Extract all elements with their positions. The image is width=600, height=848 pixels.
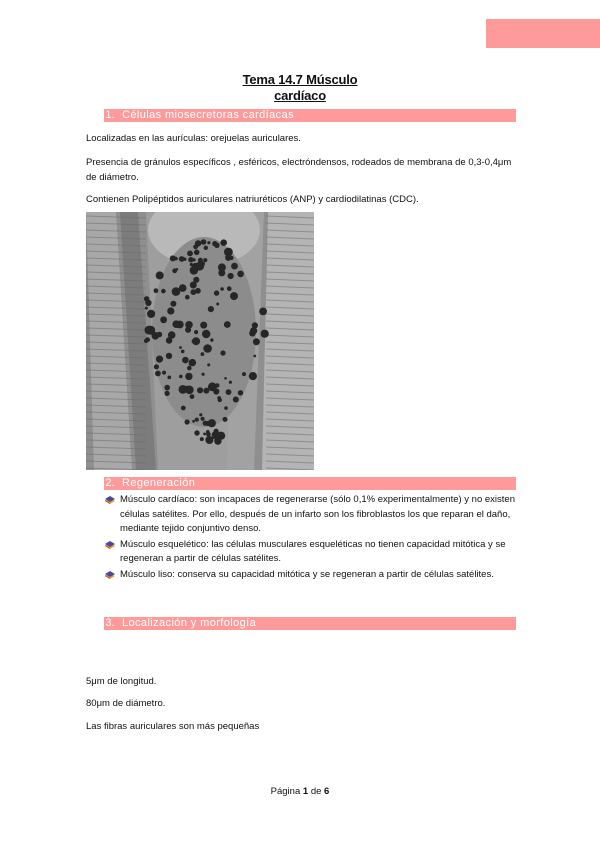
granule-dot: [250, 333, 253, 336]
granule-dot: [147, 310, 155, 318]
granule-dot: [233, 397, 239, 403]
granule-dot: [199, 413, 202, 416]
regeneration-list: [104, 493, 518, 582]
granule-dot: [185, 373, 192, 380]
granule-dot: [252, 322, 258, 328]
granule-dot: [249, 372, 257, 380]
granule-dot: [157, 332, 163, 338]
paragraph: Presencia de gránulos específicos , esféricos, electróndensos, rodeados de membrana de 0,3-0,4μm de diámetro.: [86, 157, 512, 183]
granule-dot: [224, 248, 233, 257]
granule-dot: [186, 386, 189, 389]
granule-dot: [202, 330, 210, 338]
granule-dot: [224, 406, 228, 410]
granule-dot: [192, 420, 195, 423]
granule-dot: [220, 287, 224, 291]
granule-dot: [189, 362, 192, 365]
section-header-regeneration: [104, 477, 516, 490]
granule-dot: [165, 391, 170, 396]
granule-dot: [172, 287, 181, 296]
granule-dot: [187, 366, 192, 371]
granule-dot: [194, 430, 199, 435]
granule-dot: [242, 372, 246, 376]
bullet-text: Músculo liso: conserva su capacidad mitótica y se regeneran a partir de células satélites.: [120, 568, 494, 580]
granule-dot: [208, 306, 214, 312]
corner-tab: [486, 19, 600, 48]
granule-dot: [201, 239, 207, 245]
paragraph: Las fibras auriculares son más pequeñas: [86, 721, 260, 732]
granule-dot: [201, 417, 205, 421]
granule-dot: [231, 263, 238, 270]
granule-dot: [230, 292, 238, 300]
granule-dot: [207, 241, 210, 244]
granule-dot: [259, 308, 267, 316]
granule-dot: [190, 263, 193, 266]
section-title: Localización y morfología: [122, 617, 257, 629]
section-number: 3.: [105, 617, 115, 629]
granule-dot: [207, 363, 210, 366]
granule-dot: [220, 350, 225, 355]
granule-dot: [144, 296, 149, 301]
granule-dot: [181, 406, 186, 411]
granule-dot: [154, 288, 159, 293]
granule-dot: [224, 377, 227, 380]
granule-dot: [216, 303, 219, 306]
section-title: Células miosecretoras cardíacas: [122, 109, 294, 121]
granule-dot: [223, 417, 228, 422]
book-bullet-icon: [104, 540, 116, 550]
granule-dot: [172, 268, 177, 273]
granule-dot: [238, 390, 243, 395]
paragraph: 80μm de diámetro.: [86, 698, 166, 709]
page-footer: [0, 786, 600, 797]
section-number: 2.: [105, 477, 115, 489]
granule-dot: [160, 316, 167, 323]
granule-dot: [227, 286, 232, 291]
footer-page-word: Página: [270, 786, 301, 797]
granule-dot: [229, 381, 232, 384]
granule-dot: [145, 307, 148, 310]
granule-dot: [170, 301, 176, 307]
footer-page-total: 6: [324, 786, 330, 797]
granule-dot: [195, 418, 199, 422]
granule-dot: [187, 251, 193, 257]
granule-dot: [201, 352, 205, 356]
granule-dot: [193, 258, 196, 261]
granule-dot: [181, 350, 185, 354]
granule-dot: [161, 289, 166, 294]
granule-dot: [197, 387, 203, 393]
footer-page-of: de: [310, 786, 322, 797]
granule-dot: [203, 344, 212, 353]
list-item: [104, 538, 518, 567]
granule-dot: [182, 357, 189, 364]
granule-dot: [210, 338, 213, 341]
granule-dot: [217, 396, 221, 400]
granule-dot: [174, 257, 178, 261]
granule-dot: [156, 356, 163, 363]
paragraph: 5μm de longitud.: [86, 676, 157, 687]
granule-dot: [179, 375, 183, 379]
granule-dot: [209, 438, 213, 442]
granule-dot: [185, 419, 190, 424]
granule-dot: [226, 389, 232, 395]
section-title: Regeneración: [122, 477, 196, 489]
granule-dot: [204, 246, 208, 250]
granule-dot: [220, 239, 227, 246]
section-header-location: [104, 617, 516, 630]
granule-dot: [185, 295, 190, 300]
granule-dot: [200, 322, 207, 329]
micrograph-image: [86, 212, 314, 470]
granule-dot: [194, 330, 198, 334]
granule-dot: [194, 338, 200, 344]
granule-dot: [191, 285, 194, 288]
footer-page-current: 1: [302, 786, 309, 797]
section-number: 1.: [105, 109, 115, 121]
granule-dot: [168, 331, 176, 339]
granule-dot: [164, 385, 170, 391]
granule-dot: [200, 437, 204, 441]
granule-dot: [203, 388, 209, 394]
granule-dot: [214, 290, 219, 295]
granule-dot: [154, 364, 159, 369]
granule-dot: [261, 330, 269, 338]
granule-dot: [208, 419, 216, 427]
granule-dot: [166, 353, 172, 359]
granule-dot: [229, 256, 233, 260]
granule-dot: [195, 240, 201, 246]
granule-dot: [145, 337, 150, 342]
granule-dot: [228, 273, 234, 279]
book-bullet-icon: [104, 495, 116, 505]
granule-dot: [203, 258, 207, 262]
granule-dot: [190, 394, 195, 399]
granule-dot: [218, 263, 226, 271]
granule-dot: [155, 371, 161, 377]
granule-dot: [179, 346, 182, 349]
granule-dot: [203, 433, 206, 436]
granule-dot: [212, 431, 221, 440]
book-bullet-icon: [104, 570, 116, 580]
granule-dot: [185, 321, 193, 329]
granule-dot: [167, 376, 171, 380]
granule-dot: [183, 258, 186, 261]
granule-dot: [191, 289, 197, 295]
list-item: [104, 493, 518, 537]
section-header-cells: [104, 109, 516, 122]
granule-dot: [202, 373, 205, 376]
granule-dot: [198, 258, 203, 263]
granule-dot: [167, 307, 174, 314]
granule-dot: [253, 355, 256, 358]
granule-dot: [181, 285, 186, 290]
granule-dot: [176, 321, 184, 329]
granule-dot: [253, 338, 260, 345]
granule-dot: [214, 243, 219, 248]
granule-dot: [190, 266, 199, 275]
bullet-text: Músculo cardíaco: son incapaces de regenerarse (sólo 0,1% experimentalmente) y no existen células satélites. Por ello, después de un infarto son los fibroblastos los que reparan el daño, mediante tejido conjuntivo denso.: [120, 494, 515, 534]
granule-dot: [237, 271, 244, 278]
granule-dot: [156, 271, 164, 279]
list-item: [104, 568, 518, 583]
granule-dot: [194, 250, 200, 256]
granule-dot: [162, 371, 166, 375]
page-title-line2: cardíaco: [274, 88, 326, 103]
granule-dot: [224, 321, 231, 328]
paragraph: Contienen Polipéptidos auriculares natriuréticos (ANP) y cardiodilatinas (CDC).: [86, 194, 419, 205]
micrograph-drawing: [86, 212, 314, 470]
page-title-line1: Tema 14.7 Músculo: [242, 72, 358, 87]
bullet-text: Músculo esquelético: las células musculares esqueléticas no tienen capacidad mitótica y se regeneran a partir de células satélites.: [120, 538, 506, 564]
granule-dot: [145, 326, 154, 335]
paragraph: Localizadas en las aurículas: orejuelas auriculares.: [86, 133, 301, 144]
granule-dot: [206, 430, 210, 434]
